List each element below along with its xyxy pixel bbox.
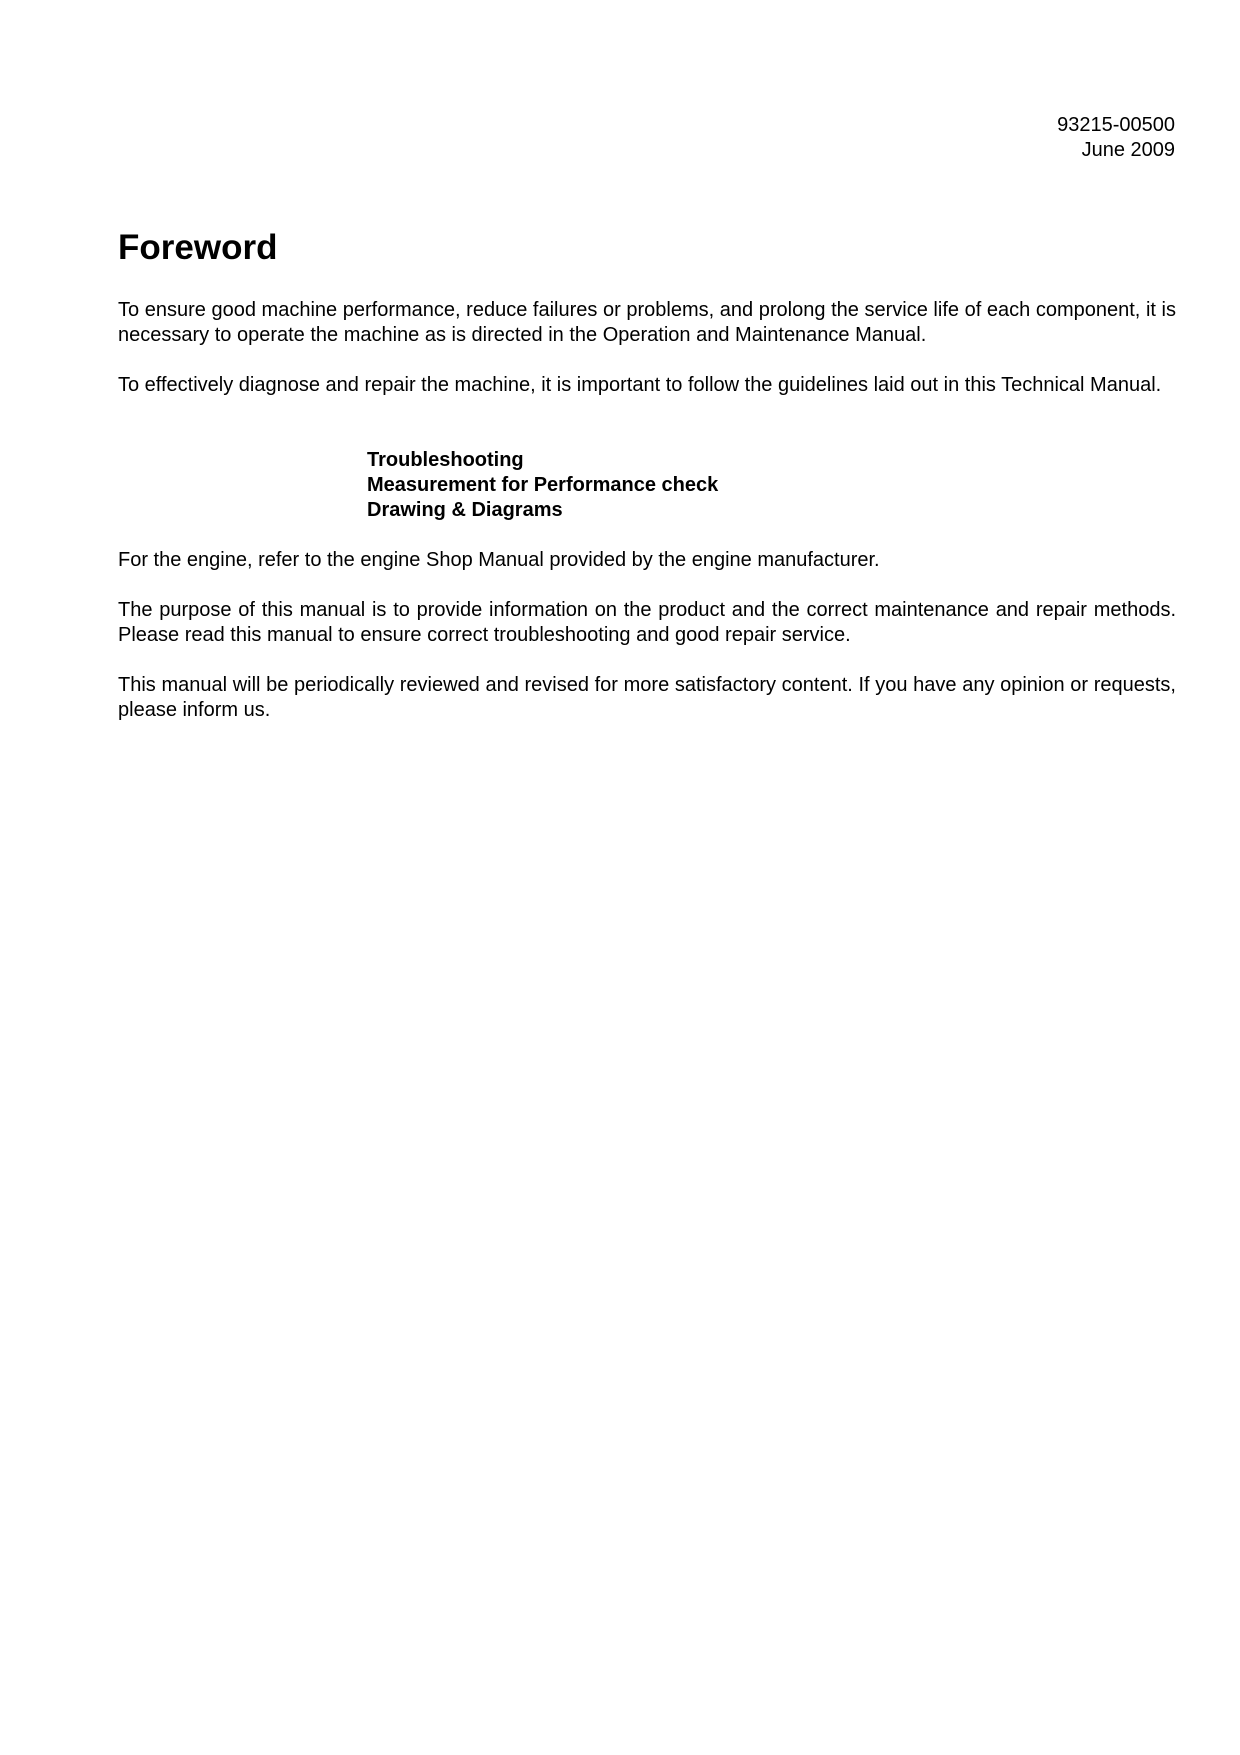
paragraph-operation: To ensure good machine performance, reduce failures or problems, and prolong the service life of each component, it is necessary to operate the machine as is directed in the Operation and Maintenance Manual. [118,299,1176,346]
document-info [1057,113,1175,163]
sections-list [367,448,718,523]
section-item-drawings: Drawing & Diagrams [367,499,563,521]
paragraph-purpose: The purpose of this manual is to provide information on the product and the correct maintenance and repair methods. Please read this manual to ensure correct troubleshooting and good repair service. [118,599,1176,646]
paragraph-engine: For the engine, refer to the engine Shop Manual provided by the engine manufacturer. [118,549,880,571]
section-item-measurement: Measurement for Performance check [367,474,719,496]
page-title: Foreword [118,228,278,267]
document-date: June 2009 [1081,139,1175,161]
paragraph-diagnose: To effectively diagnose and repair the machine, it is important to follow the guidelines laid out in this Technical Manual. [118,374,1162,396]
document-number: 93215-00500 [1057,114,1175,136]
paragraph-revision: This manual will be periodically reviewed and revised for more satisfactory content. If you have any opinion or requests, please inform us. [118,674,1176,721]
section-item-troubleshooting: Troubleshooting [367,449,524,471]
